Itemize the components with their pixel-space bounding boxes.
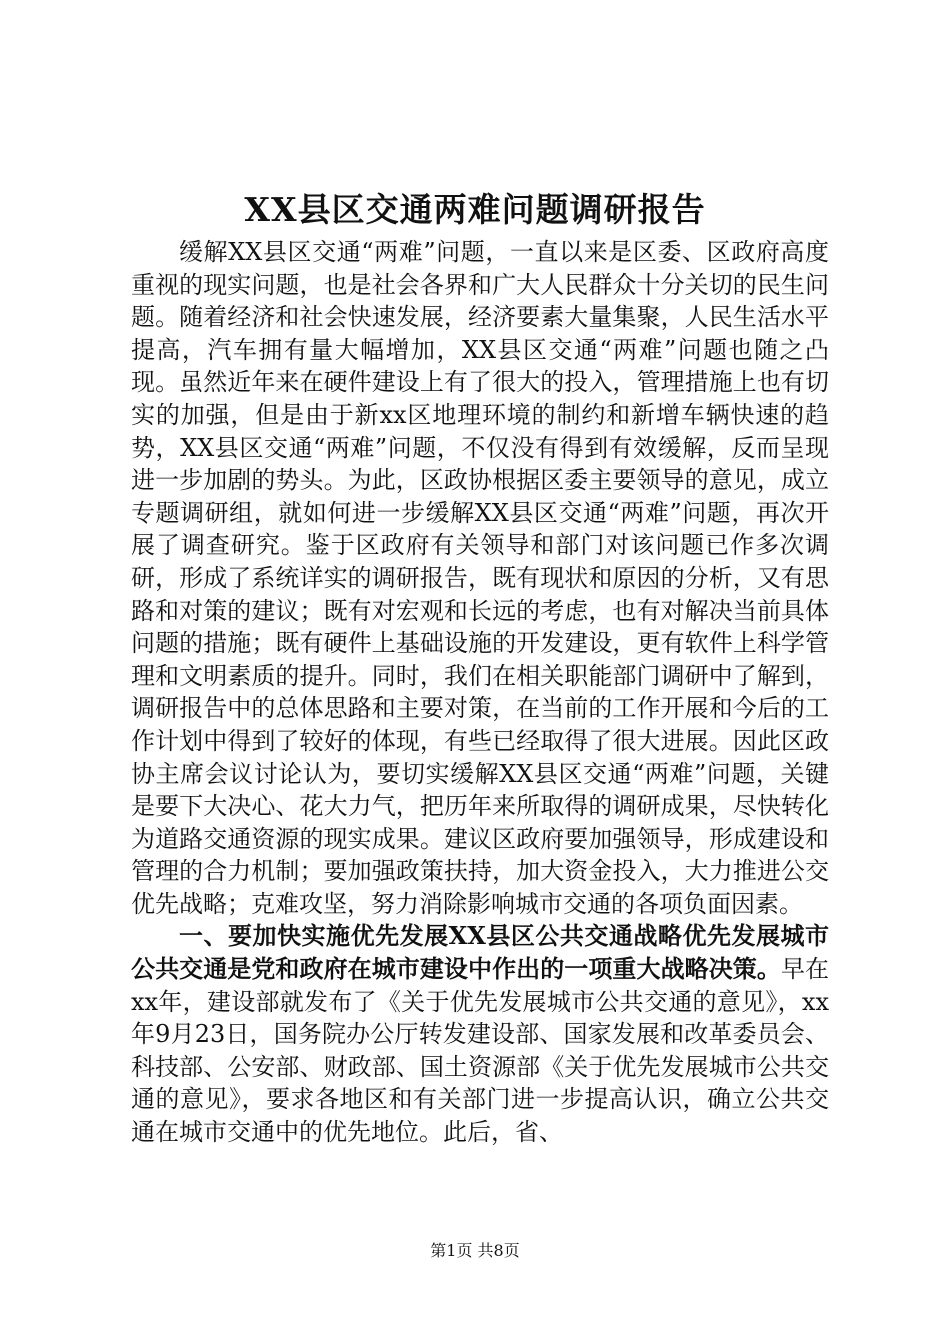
document-title: XX县区交通两难问题调研报告 — [244, 190, 706, 229]
document-body — [131, 236, 829, 1149]
page-footer: 第1页 共8页 — [430, 1241, 520, 1260]
section-one-heading: 一、要加快实施优先发展XX县区公共交通战略优先发展城市公共交通是党和政府在城市建设中作出的一项重大战略决策。 — [131, 921, 829, 984]
section-one-text: 早在xx年，建设部就发布了《关于优先发展城市公共交通的意见》，xx年9月23日，国务院办公厅转发建设部、国家发展和改革委员会、科技部、公安部、财政部、国土资源部《关于优先发展城市公共交通的意见》，要求各地区和有关部门进一步提高认识，确立公共交通在城市交通中的优先地位。此后，省、 — [131, 955, 830, 1147]
section-one-paragraph — [131, 920, 829, 1148]
intro-paragraph: 缓解XX县区交通“两难”问题，一直以来是区委、区政府高度重视的现实问题，也是社会各界和广大人民群众十分关切的民生问题。随着经济和社会快速发展，经济要素大量集聚，人民生活水平提高，汽车拥有量大幅增加，XX县区交通“两难”问题也随之凸现。虽然近年来在硬件建设上有了很大的投入，管理措施上也有切实的加强，但是由于新xx区地理环境的制约和新增车辆快速的趋势，XX县区交通“两难”问题，不仅没有得到有效缓解，反而呈现进一步加剧的势头。为此，区政协根据区委主要领导的意见，成立专题调研组，就如何进一步缓解XX县区交通“两难”问题，再次开展了调查研究。鉴于区政府有关领导和部门对该问题已作多次调研，形成了系统详实的调研报告，既有现状和原因的分析，又有思路和对策的建议；既有对宏观和长远的考虑，也有对解决当前具体问题的措施；既有硬件上基础设施的开发建设，更有软件上科学管理和文明素质的提升。同时，我们在相关职能部门调研中了解到，调研报告中的总体思路和主要对策，在当前的工作开展和今后的工作计划中得到了较好的体现，有些已经取得了很大进展。因此区政协主席会议讨论认为，要切实缓解XX县区交通“两难”问题，关键是要下大决心、花大力气，把历年来所取得的调研成果，尽快转化为道路交通资源的现实成果。建议区政府要加强领导，形成建设和管理的合力机制；要加强政策扶持，加大资金投入，大力推进公交优先战略；克难攻坚，努力消除影响城市交通的各项负面因素。 — [131, 238, 829, 918]
